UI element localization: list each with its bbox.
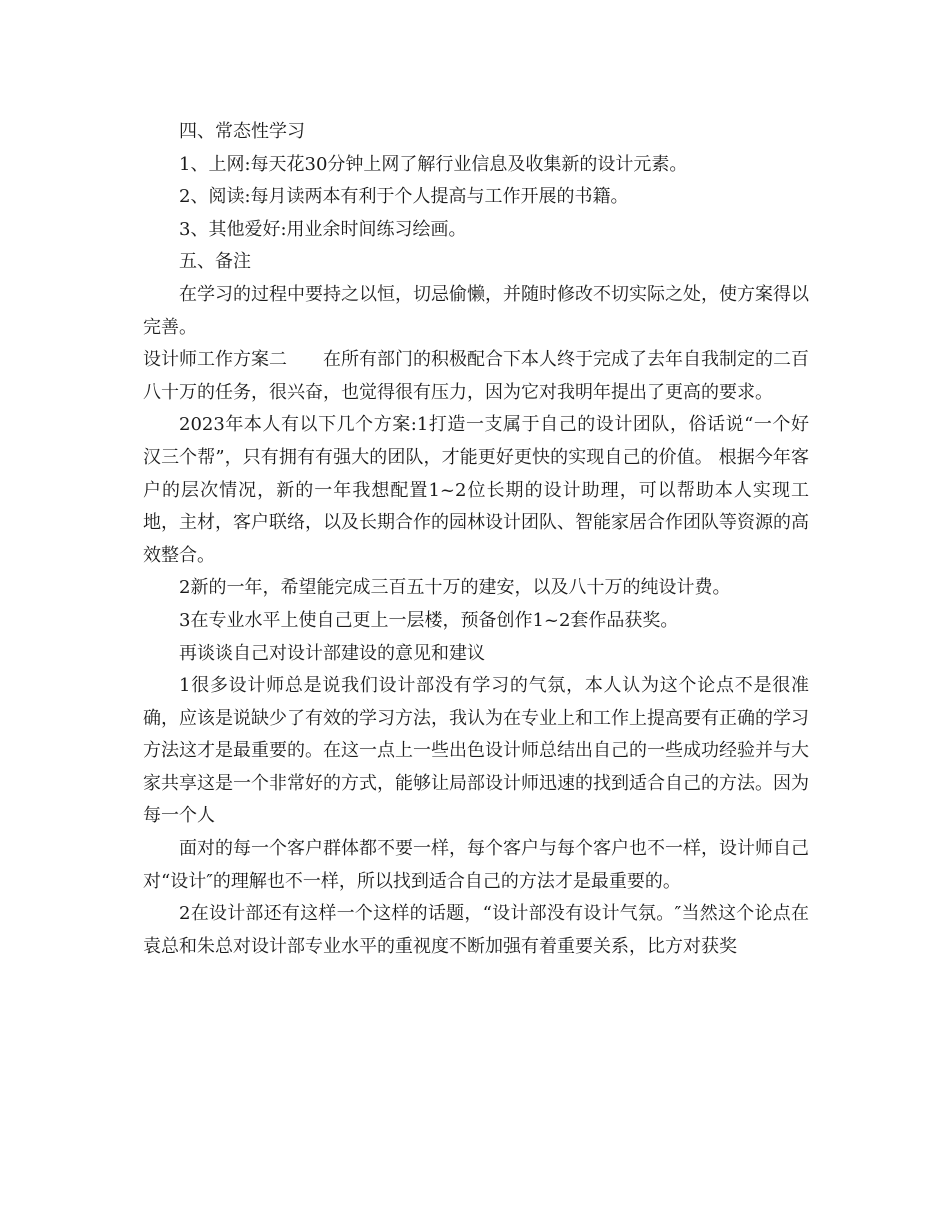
paragraph-goal-awards: 3在专业水平上使自己更上一层楼，预备创作1~2套作品获奖。	[179, 609, 679, 631]
paragraph-suggestion-one: 1很多设计师总是说我们设计部没有学习的气氛，本人认为这个论点不是很准确，应该是说缺少了有效的学习方法，我认为在专业上和工作上提高要有正确的学习方法这才是最重要的。在这一点上一些出色设计师总结出自己的一些成功经验并与大家共享这是一个非常好的方式，能够让局部设计师迅速的找到适合自己的方法。因为每一个人	[143, 675, 809, 827]
list-item-reading: 2、阅读:每月读两本有利于个人提高与工作开展的书籍。	[179, 186, 629, 208]
document-body	[143, 116, 809, 963]
paragraph-plan-two-intro: 设计师工作方案二 在所有部门的积极配合下本人终于完成了去年自我制定的二百八十万的任务，很兴奋，也觉得很有压力，因为它对我明年提出了更高的要求。	[143, 349, 809, 403]
paragraph-remarks: 在学习的过程中要持之以恒，切忌偷懒，并随时修改不切实际之处，使方案得以完善。	[143, 283, 809, 338]
heading-routine-study: 四、常态性学习	[179, 121, 305, 142]
paragraph-plan-2023: 2023年本人有以下几个方案:1打造一支属于自己的设计团队，俗话说“一个好汉三个帮”，只有拥有有强大的团队，才能更好更快的实现自己的价值。 根据今年客户的层次情况，新的一年我想配置1~2位长期的设计助理，可以帮助本人实现工地，主材，客户联络，以及长期合作的园林设计团队、智能家居合作团队等资源的高效整合。	[143, 414, 809, 566]
list-item-internet: 1、上网:每天花30分钟上网了解行业信息及收集新的设计元素。	[179, 153, 688, 175]
paragraph-suggestion-one-cont: 面对的每一个客户群体都不要一样，每个客户与每个客户也不一样，设计师自己对“设计″的理解也不一样，所以找到适合自己的方法才是最重要的。	[143, 838, 809, 892]
paragraph-goal-revenue: 2新的一年，希望能完成三百五十万的建安，以及八十万的纯设计费。	[179, 577, 731, 599]
list-item-hobby: 3、其他爱好:用业余时间练习绘画。	[179, 218, 467, 240]
paragraph-suggestion-two: 2在设计部还有这样一个这样的话题，“设计部没有设计气氛。″当然这个论点在袁总和朱总对设计部专业水平的重视度不断加强有着重要关系，比方对获奖	[143, 903, 809, 957]
heading-remarks: 五、备注	[179, 251, 251, 273]
heading-suggestions: 再谈谈自己对设计部建设的意见和建议	[179, 642, 485, 664]
